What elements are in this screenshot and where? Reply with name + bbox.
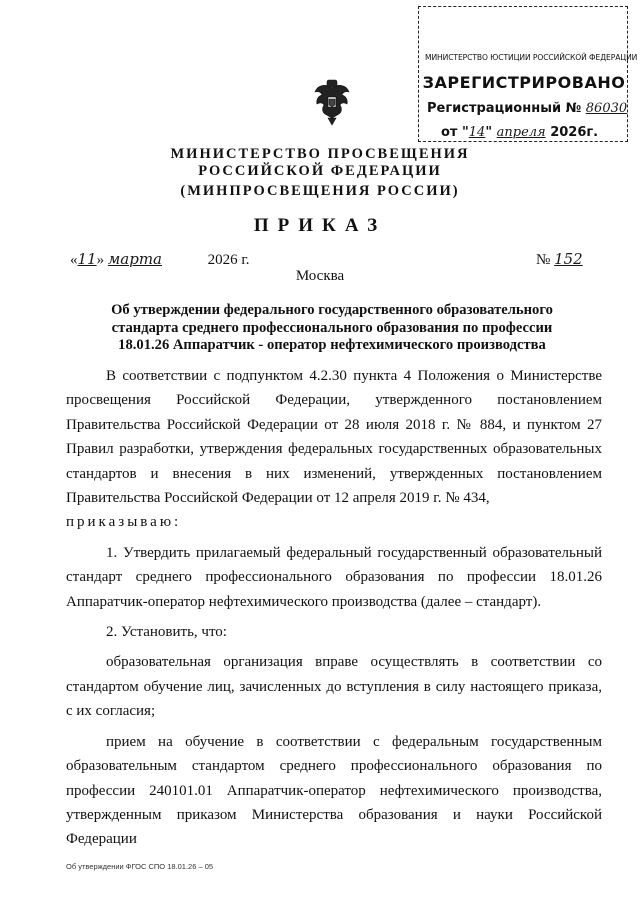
stamp-registration-line: [427, 101, 627, 116]
stamp-date-line: [441, 125, 598, 140]
preamble-paragraph: [66, 364, 602, 535]
order-date-month: марта: [107, 250, 162, 268]
date-close-quote: »: [96, 252, 105, 268]
preamble-text: В соответствии с подпунктом 4.2.30 пункта 4 Положения о Министерстве просвещения Российской Федерации, утвержденного постановлением Правительства Российской Федерации от 28 июля 2018 г. № 884, и пунктом 27 Правил разработки, утверждения федеральных государственных образовательных стандартов и внесения в них изменений, утвержденных постановлением Правительства Российской Федерации от 12 апреля 2019 г. № 434,: [66, 368, 602, 507]
clause-2: 2. Установить, что:: [106, 624, 227, 641]
stamp-ministry-name: МИНИСТЕРСТВО ЮСТИЦИИ РОССИЙСКОЙ ФЕДЕРАЦИИ: [425, 53, 638, 62]
stamp-date-day: 14: [468, 125, 486, 140]
ministry-name-line1: МИНИСТЕРСТВО ПРОСВЕЩЕНИЯ: [170, 146, 470, 162]
order-city: Москва: [295, 268, 345, 284]
clause-2-item-2: прием на обучение в соответствии с федеральным государственным образовательным стандартом среднего профессионального образования по профессии 240101.01 Аппаратчик-оператор нефтехимического производства, утвержденным приказом Министерства образования и науки Российской Федерации: [66, 733, 602, 848]
stamp-date-prefix: от ": [441, 125, 469, 140]
ministry-name-line2: РОССИЙСКОЙ ФЕДЕРАЦИИ: [198, 163, 442, 179]
document-type-title: ПРИКАЗ: [253, 215, 387, 236]
stamp-date-sep: ": [485, 125, 493, 140]
order-number: [536, 250, 588, 269]
registration-stamp: [418, 6, 638, 142]
order-word: приказываю:: [66, 514, 182, 531]
stamp-title: ЗАРЕГИСТРИРОВАНО: [422, 73, 626, 92]
date-open-quote: «: [70, 252, 78, 268]
order-subject: Об утверждении федерального государственного образовательного стандарта среднего профессионального образования по профессии 18.01.26 Аппаратчик - оператор нефтехимического производства: [111, 302, 553, 353]
clause-2-item-1: образовательная организация вправе осуществлять в соответствии со стандартом обучение лиц, зачисленных до вступления в силу настоящего приказа, с их согласия;: [66, 654, 602, 720]
order-date-day: 11: [77, 250, 97, 268]
ministry-short-name: (МИНПРОСВЕЩЕНИЯ РОССИИ): [180, 183, 460, 199]
order-date: [70, 250, 250, 269]
order-number-value: 152: [554, 250, 583, 268]
stamp-date-month: апреля: [496, 125, 546, 140]
order-date-year: 2026 г.: [207, 252, 250, 268]
order-body: [66, 364, 602, 852]
footer-note: Об утверждении ФГОС СПО 18.01.26 – 05: [66, 862, 214, 871]
clause-1: 1. Утвердить прилагаемый федеральный государственный образовательный стандарт среднего профессионального образования по профессии 18.01.26 Аппаратчик-оператор нефтехимического производства (далее – стандарт).: [66, 544, 602, 610]
stamp-date-year: 2026г.: [550, 125, 599, 140]
stamp-reg-label: Регистрационный №: [427, 101, 582, 116]
coat-of-arms-icon: [312, 78, 352, 128]
order-number-label: №: [536, 252, 551, 268]
stamp-reg-number: 86030: [585, 101, 628, 116]
